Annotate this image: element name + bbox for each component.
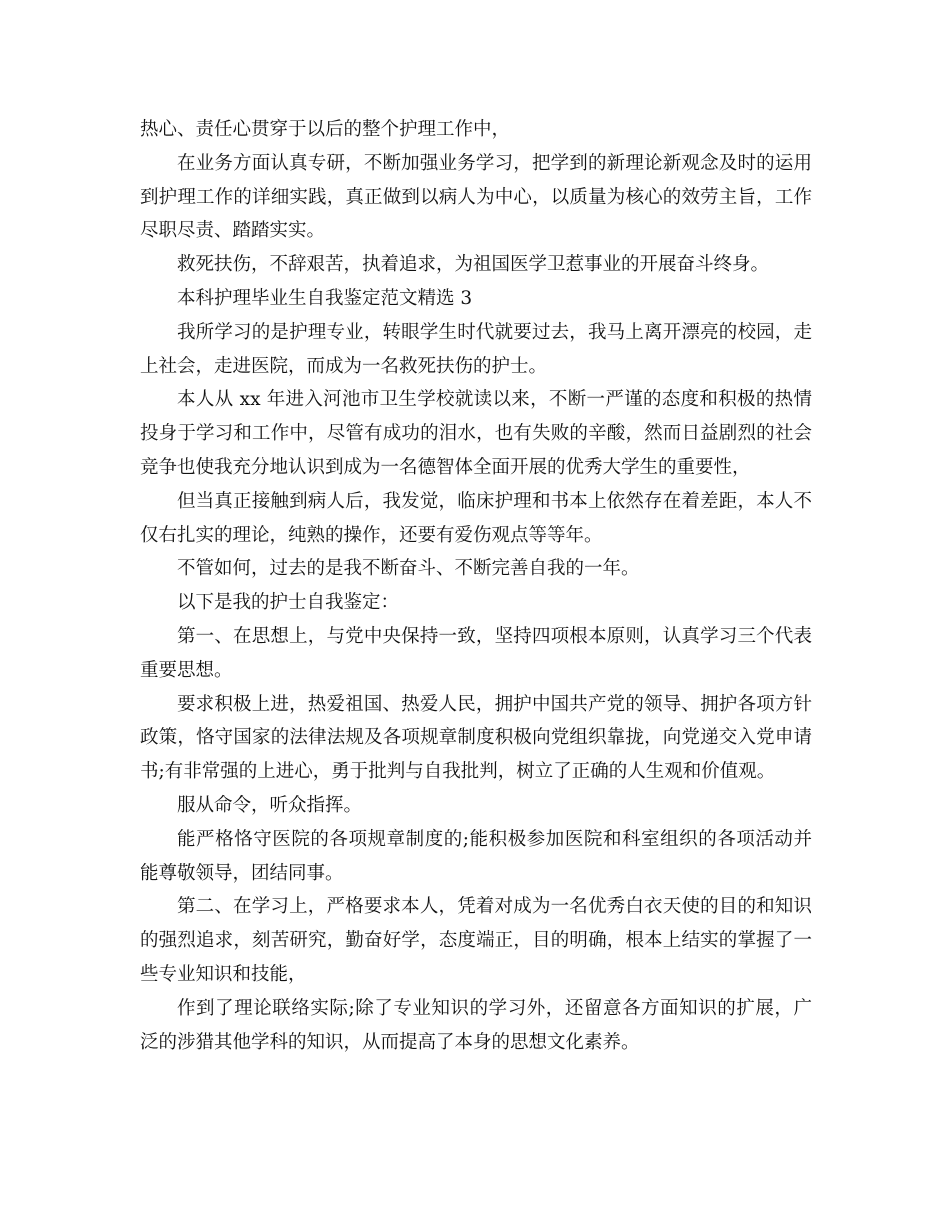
paragraph-9: 以下是我的护士自我鉴定： [177,592,400,614]
paragraph-15: 作到了理论联络实际;除了专业知识的学习外，还留意各方面知识的扩展，广泛的涉猎其他学科的知识，从而提高了本身的思想文化素养。 [140,997,812,1053]
paragraph-12: 服从命令，听众指挥。 [177,794,363,816]
paragraph-2: 在业务方面认真专研，不断加强业务学习，把学到的新理论新观念及时的运用到护理工作的详细实践，真正做到以病人为中心，以质量为核心的效劳主旨，工作尽职尽责、踏踏实实。 [140,152,812,242]
paragraph-14: 第二、在学习上，严格要求本人，凭着对成为一名优秀白衣天使的目的和知识的强烈追求，刻苦研究，勤奋好学，态度端正，目的明确，根本上结实的掌握了一些专业知识和技能， [140,896,812,985]
paragraph-7: 但当真正接触到病人后，我发觉，临床护理和书本上依然存在着差距，本人不仅右扎实的理论，纯熟的操作，还要有爱伤观点等等年。 [140,490,812,546]
paragraph-8: 不管如何，过去的是我不断奋斗、不断完善自我的一年。 [177,558,640,580]
document-body [140,113,812,1059]
paragraph-5: 我所学习的是护理专业，转眼学生时代就要过去，我马上离开漂亮的校园，走上社会，走进医院，而成为一名救死扶伤的护士。 [140,321,812,377]
section-heading: 本科护理毕业生自我鉴定范文精选 3 [177,287,473,309]
paragraph-11: 要求积极上进，热爱祖国、热爱人民，拥护中国共产党的领导、拥护各项方针政策，恪守国家的法律法规及各项规章制度积极向党组织靠拢，向党递交入党申请书;有非常强的上进心，勇于批判与自我批判，树立了正确的人生观和价值观。 [140,693,812,783]
paragraph-3: 救死扶伤，不辞艰苦，执着追求，为祖国医学卫惹事业的开展奋斗终身。 [177,254,770,276]
paragraph-13: 能严格恪守医院的各项规章制度的;能积极参加医院和科室组织的各项活动并能尊敬领导，团结同事。 [140,828,812,884]
paragraph-6: 本人从 xx 年进入河池市卫生学校就读以来，不断一严谨的态度和积极的热情投身于学习和工作中，尽管有成功的泪水，也有失败的辛酸，然而日益剧烈的社会竞争也使我充分地认识到成为一名德智体全面开展的优秀大学生的重要性， [140,389,812,478]
paragraph-1: 热心、责任心贯穿于以后的整个护理工作中， [140,119,511,140]
paragraph-10: 第一、在思想上，与党中央保持一致，坚持四项根本原则，认真学习三个代表重要思想。 [140,625,812,681]
